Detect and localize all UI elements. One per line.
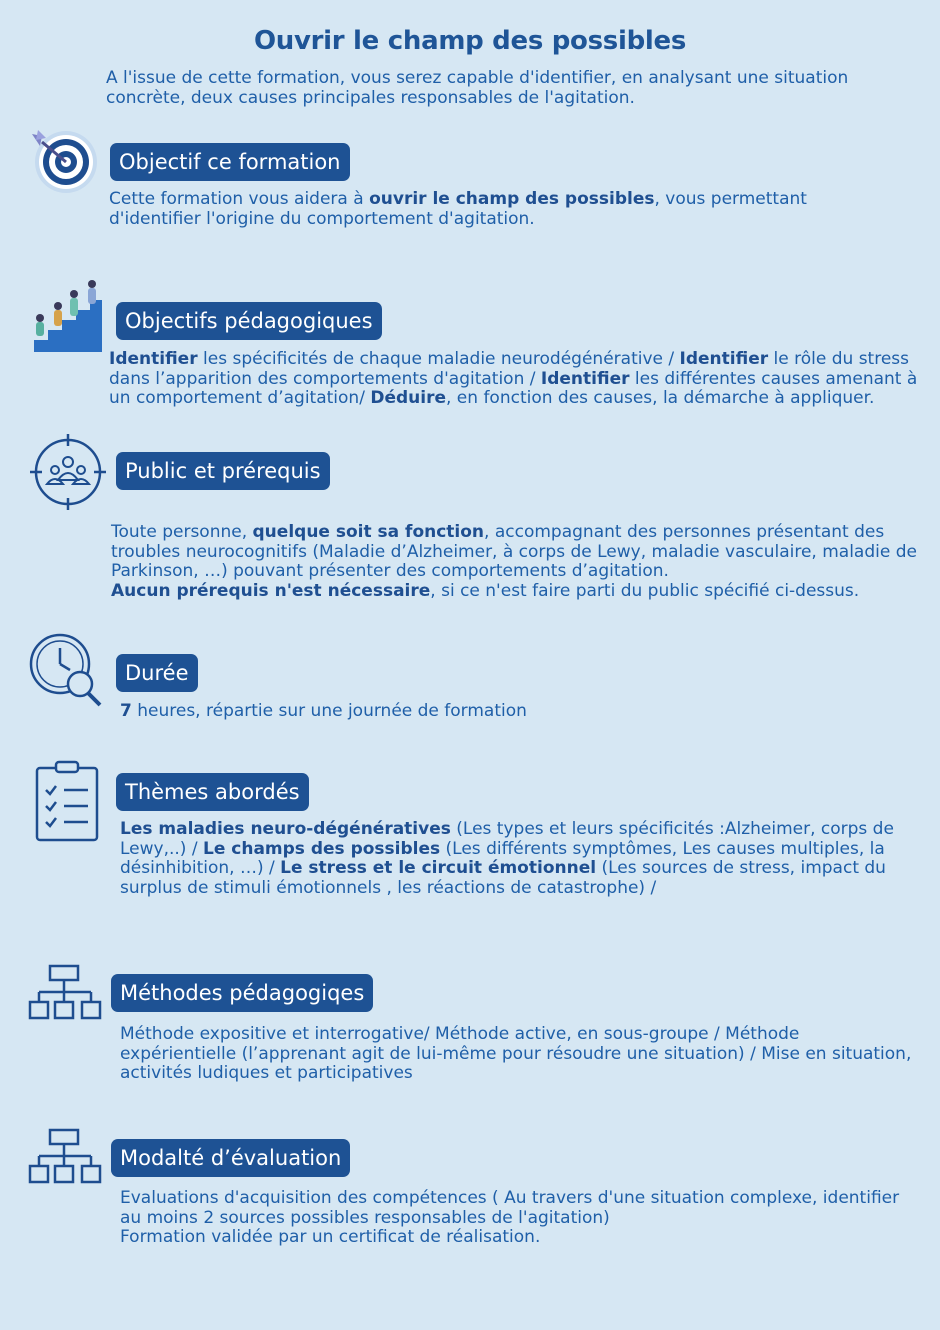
clock-search-icon: [28, 632, 104, 708]
evaluation-heading: Modalté d’évaluation: [111, 1139, 350, 1177]
org-chart-icon: [28, 1128, 102, 1184]
org-chart-icon: [28, 964, 102, 1020]
objectif-heading: Objectif ce formation: [110, 143, 350, 181]
pedagogiques-text: Identifier les spécificités de chaque maladie neurodégénérative / Identifier le rôle du stress dans l’apparition des comportements d'agitation / Identifier les différentes causes amenant à un comportement d’agitation/ Déduire, en fonction des causes, la démarche à appliquer.: [109, 349, 918, 409]
pedagogiques-heading: Objectifs pédagogiques: [116, 302, 382, 340]
checklist-icon: [34, 760, 100, 842]
team-stairs-icon: [24, 278, 104, 354]
public-text: Toute personne, quelque soit sa fonction, accompagnant des personnes présentant des troubles neurocognitifs (Maladie d’Alzheimer, à corps de Lewy, maladie vasculaire, maladie de Parkinson, …) pouvant présenter des comportements d’agitation. Aucun prérequis n'est nécessaire, si ce n'est faire parti du public spécifié ci-dessus.: [111, 522, 917, 601]
themes-text: Les maladies neuro-dégénératives (Les types et leurs spécificités :Alzheimer, corps de Lewy,..) / Le champs des possibles (Les différents symptômes, Les causes multiples, la désinhibition, …) / Le stress et le circuit émotionnel (Les sources de stress, impact du surplus de stimuli émotionnels , les réactions de catastrophe) /: [120, 819, 894, 898]
public-heading: Public et prérequis: [116, 452, 330, 490]
duree-text: 7 heures, répartie sur une journée de formation: [120, 701, 527, 721]
themes-heading: Thèmes abordés: [116, 773, 309, 811]
target-icon: [28, 128, 100, 194]
intro-text: A l'issue de cette formation, vous serez capable d'identifier, en analysant une situation concrète, deux causes principales responsables de l'agitation.: [106, 68, 849, 108]
methodes-text: Méthode expositive et interrogative/ Méthode active, en sous-groupe / Méthode expérientielle (l’apprenant agit de lui-même pour résoudre une situation) / Mise en situation, activités ludiques et participatives: [120, 1024, 912, 1084]
audience-target-icon: [30, 434, 106, 510]
duree-heading: Durée: [116, 654, 198, 692]
methodes-heading: Méthodes pédagogiqes: [111, 974, 373, 1012]
objectif-text: Cette formation vous aidera à ouvrir le champ des possibles, vous permettant d'identifier l'origine du comportement d'agitation.: [109, 189, 807, 229]
evaluation-text: Evaluations d'acquisition des compétences ( Au travers d'une situation complexe, identifier au moins 2 sources possibles responsables de l'agitation) Formation validée par un certificat de réalisation.: [120, 1188, 900, 1248]
page-title: Ouvrir le champ des possibles: [253, 26, 687, 56]
